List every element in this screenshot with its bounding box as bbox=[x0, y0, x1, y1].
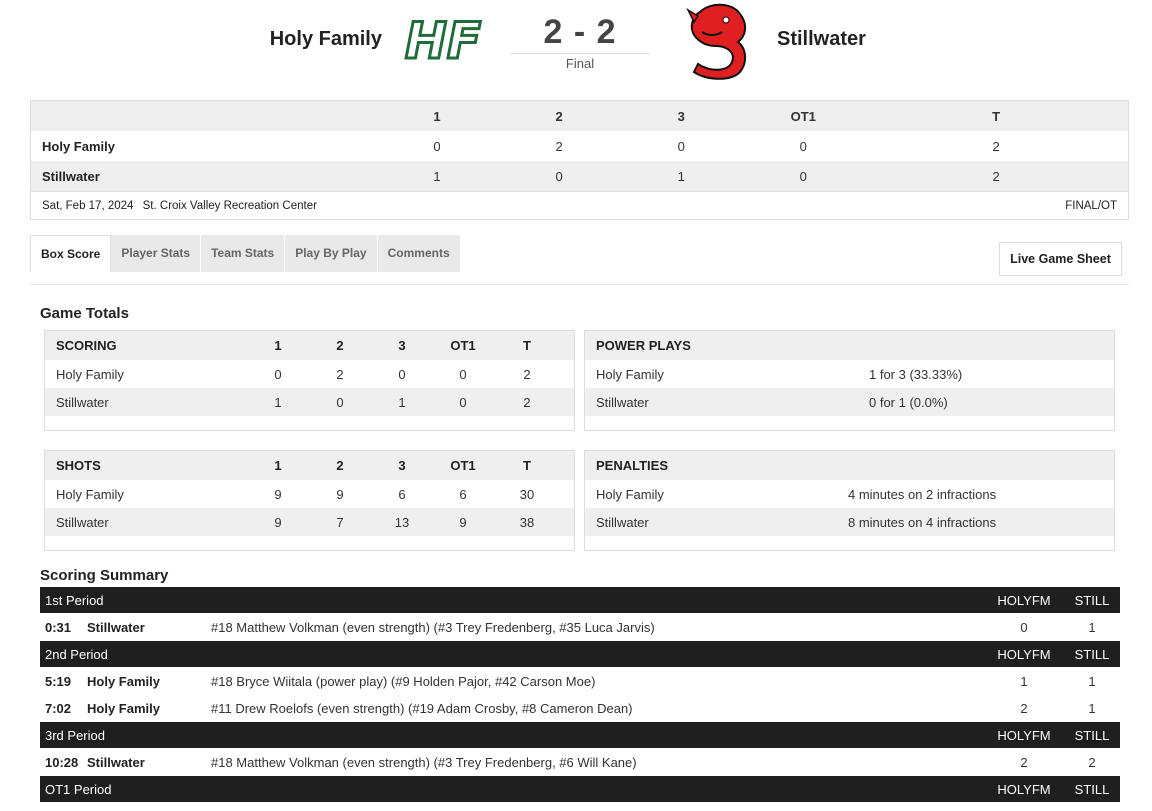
shots-cell: 6 bbox=[398, 486, 406, 502]
shots-cell: 13 bbox=[394, 514, 410, 530]
live-game-sheet-button[interactable]: Live Game Sheet bbox=[999, 242, 1122, 276]
period-header bbox=[40, 587, 1120, 613]
line-cell: 1 bbox=[433, 168, 441, 184]
goal-score-home: 1 bbox=[1020, 673, 1028, 689]
tab-play-by-play[interactable]: Play By Play bbox=[285, 235, 377, 272]
shots-col: 2 bbox=[336, 458, 344, 473]
goal-team: Holy Family bbox=[87, 701, 160, 716]
penalties-value: 4 minutes on 2 infractions bbox=[848, 486, 997, 502]
shots-col: 1 bbox=[274, 458, 282, 473]
tab-box-score[interactable]: Box Score bbox=[30, 235, 111, 272]
period-header bbox=[40, 641, 1120, 667]
goal-time: 5:19 bbox=[45, 673, 72, 689]
power-plays-team: Holy Family bbox=[596, 366, 664, 382]
scoring-cell: 2 bbox=[523, 366, 531, 382]
scoring-cell: 0 bbox=[274, 366, 282, 382]
table-row bbox=[45, 508, 574, 536]
goal-description[interactable]: #18 Matthew Volkman (even strength) (#3 Trey Fredenberg, #35 Luca Jarvis) bbox=[211, 619, 655, 635]
goal-row bbox=[40, 748, 1120, 776]
line-cell: 0 bbox=[799, 138, 807, 154]
home-team-name[interactable]: Holy Family bbox=[269, 28, 382, 50]
game-info-footer bbox=[31, 191, 1128, 219]
penalties-header bbox=[585, 451, 1114, 480]
line-col-ot1: OT1 bbox=[790, 108, 816, 124]
game-date: Sat, Feb 17, 2024 bbox=[42, 199, 134, 212]
svg-text:HF: HF bbox=[404, 12, 482, 70]
game-score: 2 - 2 bbox=[510, 10, 650, 54]
penalties-team: Holy Family bbox=[596, 486, 664, 502]
scoring-col: 3 bbox=[398, 338, 406, 353]
game-header bbox=[0, 0, 1152, 95]
away-team-name[interactable]: Stillwater bbox=[777, 28, 866, 50]
tab-comments[interactable]: Comments bbox=[378, 235, 461, 272]
score-box bbox=[510, 10, 650, 71]
scoring-cell: 0 bbox=[459, 366, 467, 382]
power-plays-header bbox=[585, 331, 1114, 360]
line-cell: 0 bbox=[799, 168, 807, 184]
line-score-header bbox=[31, 101, 1128, 131]
goal-description[interactable]: #18 Bryce Wiitala (power play) (#9 Holden Pajor, #42 Carson Moe) bbox=[211, 673, 596, 689]
shots-title: SHOTS bbox=[56, 458, 101, 473]
shots-team: Stillwater bbox=[56, 514, 109, 530]
scoring-col: 1 bbox=[274, 338, 282, 353]
goal-team: Stillwater bbox=[87, 754, 145, 770]
line-score-table bbox=[30, 100, 1129, 220]
scoring-title: SCORING bbox=[56, 338, 117, 353]
period-col-home: HOLYFM bbox=[997, 727, 1051, 743]
shots-cell: 30 bbox=[519, 486, 535, 502]
table-row bbox=[585, 360, 1114, 388]
tab-divider bbox=[30, 284, 1129, 285]
period-col-away: STILL bbox=[1074, 592, 1110, 608]
goal-row bbox=[40, 695, 1120, 722]
tab-player-stats[interactable]: Player Stats bbox=[111, 235, 201, 272]
tab-team-stats[interactable]: Team Stats bbox=[201, 235, 285, 272]
goal-team: Stillwater bbox=[87, 619, 145, 635]
shots-team: Holy Family bbox=[56, 486, 124, 502]
table-row bbox=[31, 131, 1128, 161]
scoring-summary bbox=[40, 587, 1120, 802]
final-label: FINAL/OT bbox=[1065, 199, 1117, 212]
goal-row bbox=[40, 667, 1120, 695]
goal-description[interactable]: #18 Matthew Volkman (even strength) (#3 Trey Fredenberg, #6 Will Kane) bbox=[211, 754, 637, 770]
table-row bbox=[585, 508, 1114, 536]
goal-time: 0:31 bbox=[45, 619, 72, 635]
period-name: 3rd Period bbox=[45, 727, 105, 743]
goal-team: Holy Family bbox=[87, 673, 160, 689]
table-row bbox=[45, 480, 574, 508]
period-col-home: HOLYFM bbox=[997, 646, 1051, 662]
scoring-cell: 2 bbox=[336, 366, 344, 382]
table-row bbox=[45, 388, 574, 416]
line-col-3: 3 bbox=[677, 108, 685, 124]
line-cell-total: 2 bbox=[992, 168, 1000, 184]
goal-score-away: 2 bbox=[1088, 754, 1096, 770]
goal-time: 7:02 bbox=[45, 701, 72, 716]
scoring-cell: 0 bbox=[459, 394, 467, 410]
goal-score-home: 0 bbox=[1020, 619, 1028, 635]
line-col-2: 2 bbox=[555, 108, 563, 124]
scoring-cell: 0 bbox=[336, 394, 344, 410]
shots-cell: 9 bbox=[336, 486, 344, 502]
scoring-cell: 1 bbox=[274, 394, 282, 410]
period-name: OT1 Period bbox=[45, 781, 112, 797]
line-cell: 1 bbox=[677, 168, 685, 184]
penalties-title: PENALTIES bbox=[596, 458, 668, 473]
shots-panel bbox=[44, 450, 575, 551]
shots-cell: 7 bbox=[336, 514, 344, 530]
goal-score-away: 1 bbox=[1088, 701, 1096, 716]
period-col-away: STILL bbox=[1074, 781, 1110, 797]
power-plays-title: POWER PLAYS bbox=[596, 338, 691, 353]
line-cell: 0 bbox=[677, 138, 685, 154]
goal-score-away: 1 bbox=[1088, 673, 1096, 689]
scoring-panel bbox=[44, 330, 575, 431]
scoring-team: Stillwater bbox=[56, 394, 109, 410]
line-col-1: 1 bbox=[433, 108, 441, 124]
period-name: 2nd Period bbox=[45, 646, 108, 662]
table-row bbox=[585, 480, 1114, 508]
goal-score-away: 1 bbox=[1088, 619, 1096, 635]
scoring-team: Holy Family bbox=[56, 366, 124, 382]
game-info-left bbox=[42, 200, 317, 212]
period-col-home: HOLYFM bbox=[997, 781, 1051, 797]
penalties-value: 8 minutes on 4 infractions bbox=[848, 514, 997, 530]
table-row bbox=[45, 360, 574, 388]
line-team-name[interactable]: Holy Family bbox=[42, 138, 115, 154]
period-header bbox=[40, 722, 1120, 748]
shots-header bbox=[45, 451, 574, 480]
line-cell-total: 2 bbox=[992, 138, 1000, 154]
game-totals-title: Game Totals bbox=[40, 305, 129, 322]
period-name: 1st Period bbox=[45, 592, 104, 608]
shots-cell: 9 bbox=[274, 486, 282, 502]
shots-cell: 6 bbox=[459, 486, 467, 502]
line-cell: 2 bbox=[555, 138, 563, 154]
shots-col: T bbox=[523, 458, 531, 473]
shots-cell: 9 bbox=[274, 514, 282, 530]
period-header bbox=[40, 776, 1120, 802]
stillwater-pony-logo-icon[interactable] bbox=[680, 2, 752, 80]
shots-cell: 38 bbox=[519, 514, 535, 530]
table-row bbox=[585, 388, 1114, 416]
scoring-col: OT1 bbox=[450, 338, 476, 353]
goal-description[interactable]: #11 Drew Roelofs (even strength) (#19 Adam Crosby, #8 Cameron Dean) bbox=[211, 701, 633, 716]
goal-time: 10:28 bbox=[45, 754, 79, 770]
line-team-name[interactable]: Stillwater bbox=[42, 168, 100, 184]
holy-family-logo-icon[interactable] bbox=[398, 10, 488, 70]
power-plays-team: Stillwater bbox=[596, 394, 649, 410]
period-col-home: HOLYFM bbox=[997, 592, 1051, 608]
game-status: Final bbox=[565, 56, 595, 71]
line-cell: 0 bbox=[555, 168, 563, 184]
power-plays-value: 0 for 1 (0.0%) bbox=[869, 394, 948, 410]
penalties-panel bbox=[584, 450, 1115, 551]
goal-score-home: 2 bbox=[1020, 754, 1028, 770]
scoring-header bbox=[45, 331, 574, 360]
penalties-team: Stillwater bbox=[596, 514, 649, 530]
table-row bbox=[31, 161, 1128, 191]
scoring-summary-title: Scoring Summary bbox=[40, 567, 169, 584]
scoring-col: 2 bbox=[336, 338, 344, 353]
line-cell: 0 bbox=[433, 138, 441, 154]
scoring-cell: 1 bbox=[398, 394, 406, 410]
scoring-cell: 0 bbox=[398, 366, 406, 382]
scoring-cell: 2 bbox=[523, 394, 531, 410]
line-col-total: T bbox=[992, 108, 1001, 124]
period-col-away: STILL bbox=[1074, 727, 1110, 743]
shots-col: 3 bbox=[398, 458, 406, 473]
period-col-away: STILL bbox=[1074, 646, 1110, 662]
stats-tabs bbox=[30, 235, 461, 272]
power-plays-value: 1 for 3 (33.33%) bbox=[869, 366, 963, 382]
shots-col: OT1 bbox=[450, 458, 476, 473]
power-plays-panel bbox=[584, 330, 1115, 431]
game-location[interactable]: St. Croix Valley Recreation Center bbox=[142, 199, 317, 212]
goal-score-home: 2 bbox=[1020, 701, 1028, 716]
goal-row bbox=[40, 613, 1120, 641]
scoring-col: T bbox=[523, 338, 531, 353]
shots-cell: 9 bbox=[459, 514, 467, 530]
